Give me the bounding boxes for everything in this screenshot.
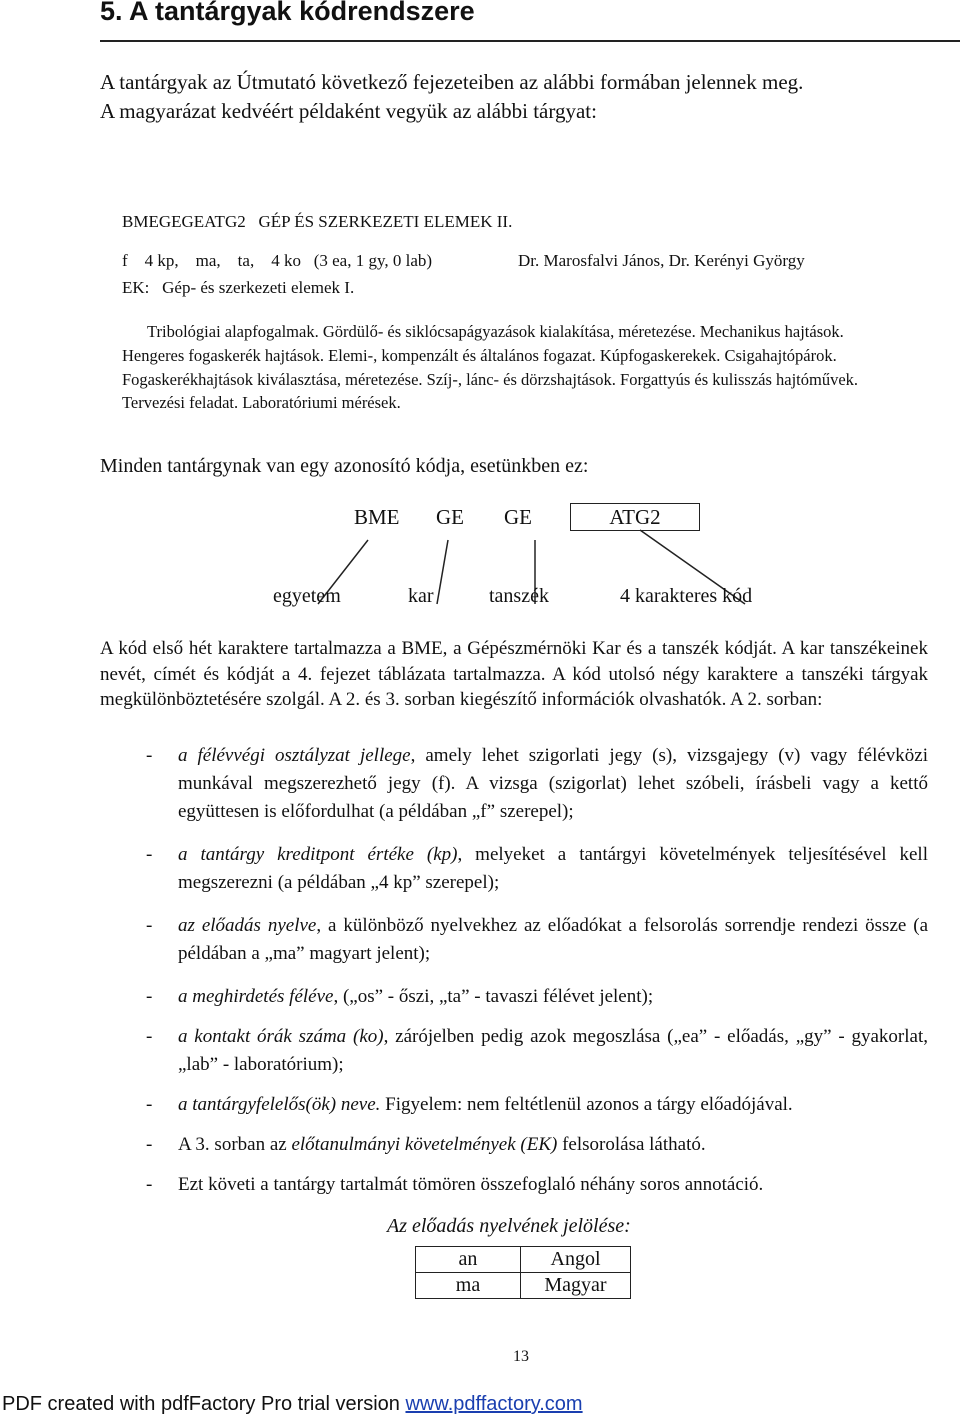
example-lecturers: Dr. Marosfalvi János, Dr. Kerényi György [518,251,805,270]
label-faculty: kar [408,585,434,607]
language-code: ma [416,1273,521,1299]
footer-text: PDF created with pdfFactory Pro trial version [2,1393,406,1415]
language-name: Magyar [521,1273,631,1299]
example-params: f 4 kp, ma, ta, 4 ko (3 ea, 1 gy, 0 lab) [122,251,433,270]
code-intro: Minden tantárgynak van egy azonosító kódja, esetünkben ez: [100,455,589,477]
table-row [416,1247,631,1273]
section-heading: 5. A tantárgyak kódrendszere [100,0,475,26]
list-item: - Ezt követi a tantárgy tartalmát tömören összefoglaló néhány soros annotáció. [146,1174,764,1195]
code-part-faculty: GE [436,505,464,529]
list-item: - a tantárgyfelelős(ök) neve. Figyelem: nem feltétlenül azonos a tárgy előadójával. [146,1094,793,1115]
list-item: - a meghirdetés féléve, („os” - őszi, „ta” - tavaszi félévet jelent); [146,986,654,1007]
code-part-subject: ATG2 [609,505,661,529]
intro-line-1: A tantárgyak az Útmutató következő fejezeteiben az alábbi formában jelennek meg. [100,70,804,94]
list-item: - A 3. sorban az előtanulmányi követelmények (EK) felsorolása látható. [146,1134,706,1155]
code-part-university: BME [354,505,400,529]
language-code: an [416,1247,521,1273]
language-table-caption: Az előadás nyelvének jelölése: [387,1215,631,1237]
connector-faculty [437,540,448,604]
list-item: - a kontakt órák száma (ko), zárójelben pedig azok megoszlása („ea” - előadás, „gy” - gyakorlat, „lab” - laboratórium); [146,1026,929,1075]
explanation-paragraph [100,636,928,713]
intro-line-2: A magyarázat kedvéért példaként vegyük az alábbi tárgyat: [100,99,597,123]
language-name: Angol [521,1247,631,1273]
explanation-text: A kód első hét karaktere tartalmazza a BME, a Gépészmérnöki Kar és a tanszék kódját. A kar tanszékeinek nevét, címét és kódját a 4. fejezet táblázata tartalmazza. A kód utolsó négy karaktere a tanszéki tárgyak megkülönböztetésére szolgál. A 2. és 3. sorban kiegészítő információk olvashatók. A 2. sorban: [100,638,928,711]
page-number: 13 [513,1348,529,1365]
explanation-list [100,742,928,1211]
example-code-title: BMEGEGEATG2 GÉP ÉS SZERKEZETI ELEMEK II. [122,212,513,231]
label-subject-code: 4 karakteres kód [620,585,753,607]
table-row [416,1273,631,1299]
list-item: - a félévvégi osztályzat jellege, amely lehet szigorlati jegy (s), vizsgajegy (v) vagy félévközi munkával megszerezhető jegy (f). A vizsga (szigorlat) lehet szóbeli, írásbeli vagy a kettő együttesen is előfordulhat (a példában „f” szerepel); [146,745,928,822]
description-text: Tribológiai alapfogalmak. Gördülő- és siklócsapágyazások kialakítása, méretezése. Mechanikus hajtások. Hengeres fogaskerék hajtások. Elemi-, kompenzált és általános fogazat. Kúpfogaskerekek. Csigahajtópárok. Fogaskerékhajtások kiválasztása, méretezése. Szíj-, lánc- és dörzshajtások. Forgattyús és kulisszás hajtóművek. Tervezési feladat. Laboratóriumi mérések. [122,322,859,413]
code-connector-lines [0,0,960,620]
list-item: - a tantárgy kreditpont értéke (kp), melyeket a tantárgyi követelmények teljesítésével kell megszerezni (a példában „4 kp” szerepel); [146,844,928,893]
example-prereq: EK: Gép- és szerkezeti elemek I. [122,278,355,297]
label-university: egyetem [273,585,341,607]
pdf-footer [2,1393,583,1416]
language-table [415,1246,631,1299]
list-item: - az előadás nyelve, a különböző nyelvekhez az előadókat a felsorolás sorrendje rendezi össze (a példában a „ma” magyart jelent); [146,915,928,964]
footer-link[interactable]: www.pdffactory.com [405,1393,583,1415]
label-department: tanszék [489,585,549,607]
code-part-department: GE [504,505,532,529]
